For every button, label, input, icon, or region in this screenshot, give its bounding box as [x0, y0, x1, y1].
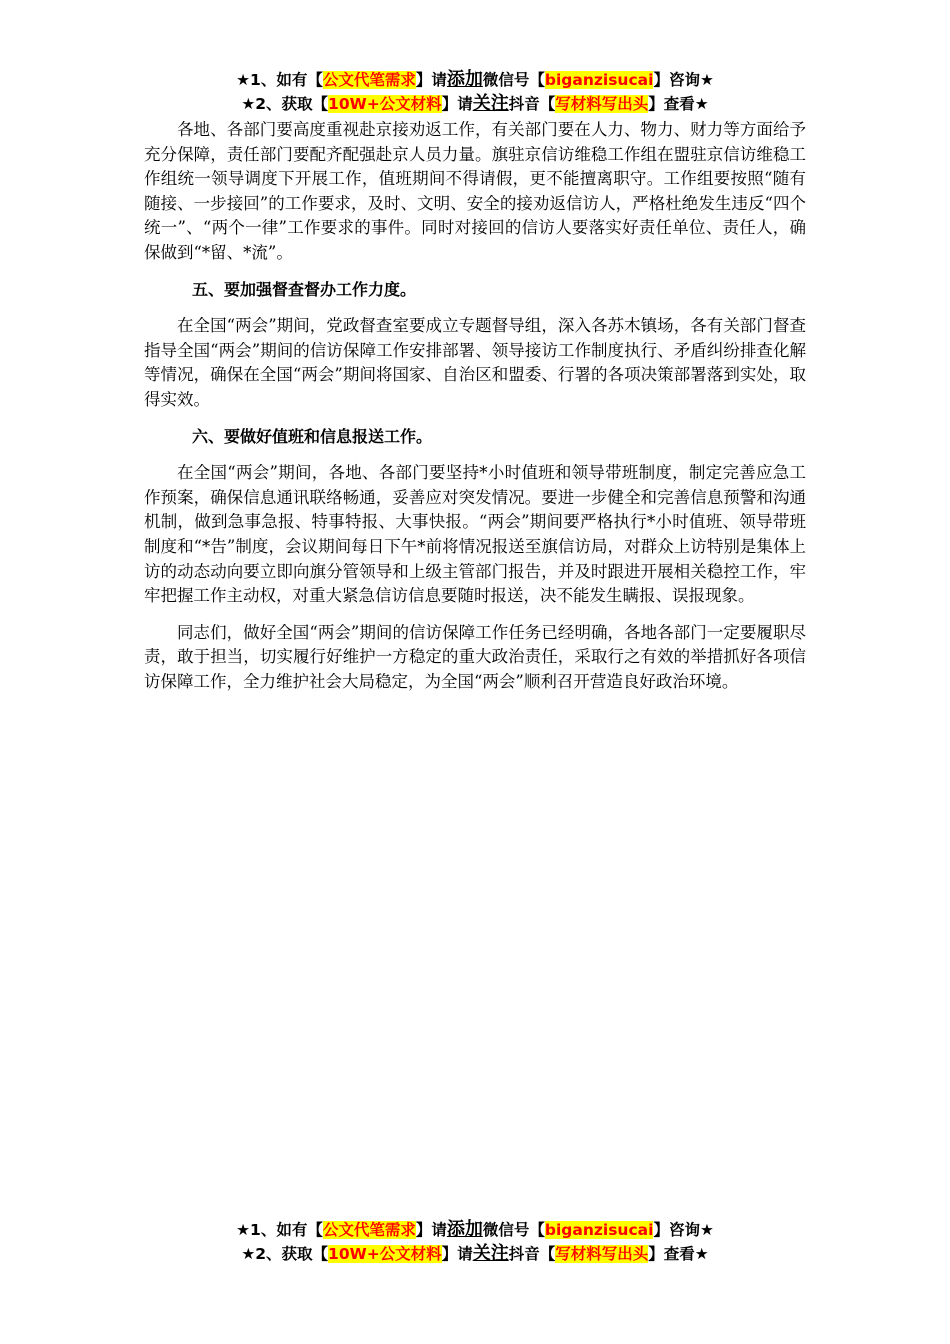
banner-emphasis: 添加: [446, 1219, 483, 1240]
banner-text: 抖音【: [508, 1245, 556, 1263]
banner-text: ★2、获取【: [241, 95, 329, 113]
banner-text: 】查看★: [648, 95, 709, 113]
footer-banner: [0, 1218, 950, 1266]
section-heading-5: 五、要加强督查督办工作力度。: [192, 279, 417, 299]
banner-text: 微信号【: [482, 71, 545, 89]
banner-line-1: [0, 1218, 950, 1242]
banner-text: ★1、如有【: [236, 1221, 323, 1239]
document-body: [144, 118, 806, 706]
paragraph-1: 各地、各部门要高度重视赴京接劝返工作，有关部门要在人力、物力、财力等方面给予充分保障，责任部门要配齐配强赴京人员力量。旗驻京信访维稳工作组在盟驻京信访维稳工作组统一领导调度下开展工作，值班期间不得请假，更不能擅离职守。工作组要按照“随有随接、一步接回”的工作要求，及时、文明、安全的接劝返信访人，严格杜绝发生违反“四个统一”、“两个一律”工作要求的事件。同时对接回的信访人要落实好责任单位、责任人，确保做到“*留、*流”。: [144, 120, 806, 262]
banner-text: 】咨询★: [653, 71, 714, 89]
highlight-wechat-id: biganzisucai: [544, 1221, 654, 1239]
paragraph-3: 在全国“两会”期间，各地、各部门要坚持*小时值班和领导带班制度，制定完善应急工作预案，确保信息通讯联络畅通，妥善应对突发情况。要进一步健全和完善信息预警和沟通机制，做到急事急报、特事特报、大事快报。“两会”期间要严格执行*小时值班、领导带班制度和“*告”制度，会议期间每日下午*前将情况报送至旗信访局，对群众上访特别是集体上访的动态动向要立即向旗分管领导和上级主管部门报告，并及时跟进开展相关稳控工作，牢牢把握工作主动权，对重大紧急信访信息要随时报送，决不能发生瞒报、误报现象。: [144, 463, 806, 606]
header-banner: [0, 68, 950, 116]
highlight-douyin-account: 写材料写出头: [555, 1245, 649, 1263]
highlight-douyin-account: 写材料写出头: [555, 95, 649, 113]
paragraph-4: 同志们，做好全国“两会”期间的信访保障工作任务已经明确，各地各部门一定要履职尽责，敢于担当，切实履行好维护一方稳定的重大政治责任，采取行之有效的举措抓好各项信访保障工作，全力维护社会大局稳定，为全国“两会”顺利召开营造良好政治环境。: [144, 622, 806, 691]
banner-text: ★2、获取【: [241, 1245, 329, 1263]
banner-text: ★1、如有【: [236, 71, 323, 89]
banner-line-2: [0, 1242, 950, 1266]
banner-text: 】查看★: [648, 1245, 709, 1263]
highlight-service: 公文代笔需求: [322, 1221, 416, 1239]
banner-text: 微信号【: [482, 1221, 545, 1239]
banner-line-1: [0, 68, 950, 92]
banner-text: 】请: [415, 1221, 447, 1239]
banner-text: 】请: [441, 1245, 473, 1263]
highlight-service: 公文代笔需求: [322, 71, 416, 89]
highlight-materials: 10W+公文材料: [328, 1245, 442, 1263]
banner-text: 抖音【: [508, 95, 556, 113]
banner-text: 】咨询★: [653, 1221, 714, 1239]
banner-text: 】请: [415, 71, 447, 89]
banner-line-2: [0, 92, 950, 116]
banner-emphasis: 关注: [472, 1243, 509, 1264]
section-heading-6: 六、要做好值班和信息报送工作。: [192, 426, 433, 446]
banner-emphasis: 关注: [472, 93, 509, 114]
paragraph-2: 在全国“两会”期间，党政督查室要成立专题督导组，深入各苏木镇场，各有关部门督查指导全国“两会”期间的信访保障工作安排部署、领导接访工作制度执行、矛盾纠纷排查化解等情况，确保在全国“两会”期间将国家、自治区和盟委、行署的各项决策部署落到实处，取得实效。: [144, 316, 806, 409]
highlight-materials: 10W+公文材料: [328, 95, 442, 113]
banner-emphasis: 添加: [446, 69, 483, 90]
banner-text: 】请: [441, 95, 473, 113]
highlight-wechat-id: biganzisucai: [544, 71, 654, 89]
